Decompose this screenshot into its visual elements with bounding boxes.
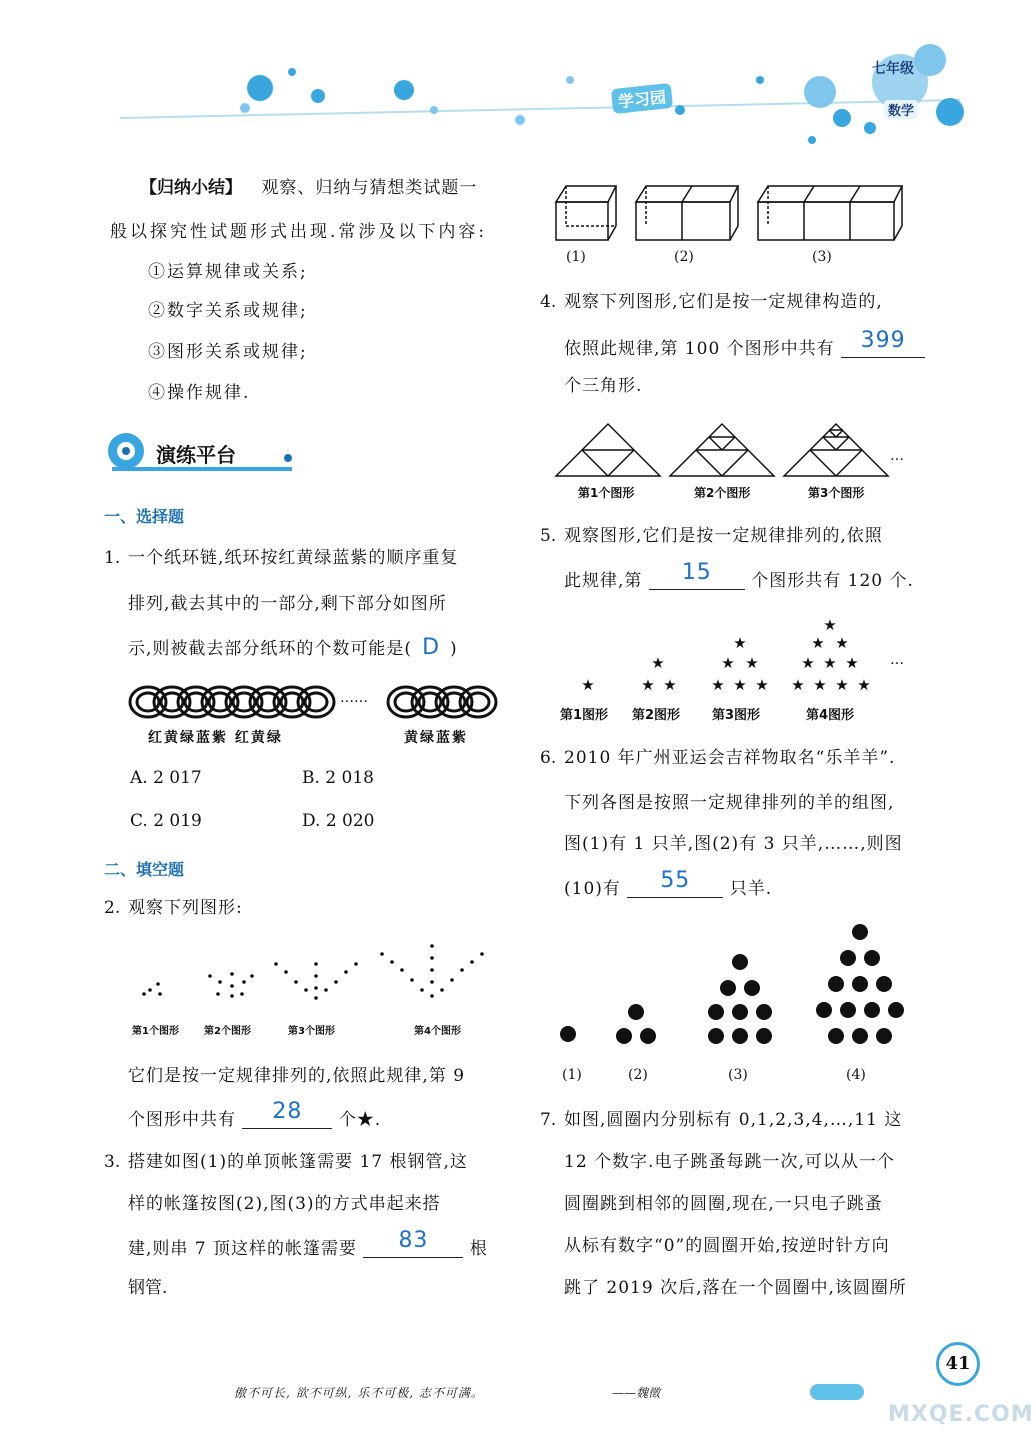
q1-chain-dots: …… (340, 690, 368, 706)
q1-line-3-end: ) (450, 639, 458, 659)
svg-text:★: ★ (813, 676, 827, 694)
q2-answer: 28 (272, 1099, 303, 1124)
q6-line-2: 下列各图是按照一定规律排列的羊的组图, (564, 793, 895, 813)
q5-line-1: 观察图形,它们是按一定规律排列的,依照 (564, 526, 883, 546)
summary-title: 【归纳小结】 (140, 178, 242, 198)
footer-author: ——魏徵 (612, 1386, 661, 1400)
q1-option-d: D. 2 020 (302, 811, 375, 831)
q4-line-3: 个三角形. (564, 376, 643, 396)
q6-fig-label-2: (2) (628, 1067, 648, 1083)
page-number: 41 (945, 1353, 971, 1374)
q2-fig-label-4: 第4个图形 (414, 1026, 461, 1037)
summary-item-3: ③图形关系或规律; (148, 342, 308, 362)
svg-text:★: ★ (745, 654, 759, 672)
svg-text:★: ★ (845, 654, 859, 672)
q1-option-a: A. 2 017 (130, 768, 202, 788)
q1-line-3 (128, 637, 458, 659)
q6-number: 6. (540, 748, 557, 768)
q6-line-3: 图(1)有 1 只羊,图(2)有 3 只羊,……,则图 (564, 834, 903, 854)
q2-line-1: 观察下列图形: (128, 898, 243, 918)
q5-fig-label-4: 第4图形 (806, 708, 855, 723)
q2-line-3-post: 个★. (338, 1110, 382, 1130)
q6-sheep-figures (550, 912, 930, 1062)
svg-text:★: ★ (835, 676, 849, 694)
q1-chain-left-label: 红黄绿蓝紫 红黄绿 (148, 730, 283, 746)
practice-header (104, 425, 294, 485)
banner-word: 学习园 (611, 83, 673, 114)
q6-line-4-post: 只羊. (729, 879, 773, 899)
section-choice-title: 一、选择题 (104, 507, 185, 526)
footer-quote: 傲不可长, 欲不可纵, 乐不可极, 志不可满。 (234, 1386, 484, 1400)
q5-fig-label-3: 第3图形 (712, 708, 761, 723)
header-banner (0, 0, 1000, 150)
q7-line-3: 圆圈跳到相邻的圆圈,现在,一只电子跳蚤 (564, 1194, 883, 1214)
svg-text:★: ★ (641, 676, 655, 694)
q2-line-2: 它们是按一定规律排列的,依照此规律,第 9 (128, 1066, 466, 1086)
q1-option-b: B. 2 018 (302, 768, 374, 788)
page-number-badge (936, 1342, 980, 1386)
q5-dots: … (890, 652, 904, 668)
q3-line-2: 样的帐篷按图(2),图(3)的方式串起来搭 (128, 1194, 441, 1214)
q4-number: 4. (540, 292, 557, 312)
q3-fig-label-3: (3) (812, 249, 832, 265)
svg-text:★: ★ (721, 654, 735, 672)
q4-fig-label-1: 第1个图形 (578, 486, 635, 500)
q4-line-2 (564, 328, 925, 359)
q5-star-figures (560, 612, 920, 692)
q6-fig-label-3: (3) (728, 1067, 748, 1083)
q3-line-3-pre: 建,则串 7 顶这样的帐篷需要 (128, 1239, 358, 1259)
svg-text:★: ★ (733, 676, 747, 694)
svg-text:★: ★ (581, 676, 595, 694)
section-fill-title: 二、填空题 (104, 860, 185, 879)
svg-text:★: ★ (651, 654, 665, 672)
q2-line-3-pre: 个图形中共有 (128, 1110, 236, 1130)
q4-line-1: 观察下列图形,它们是按一定规律构造的, (564, 292, 883, 312)
q1-chain-right-label: 黄绿蓝紫 (404, 730, 468, 746)
q2-line-3 (128, 1099, 382, 1130)
q3-tent-figures (554, 180, 954, 250)
q2-answer-blank (242, 1099, 332, 1129)
q4-triangle-figures (554, 420, 934, 480)
summary-item-2: ②数字关系或规律; (148, 301, 308, 321)
svg-text:★: ★ (823, 654, 837, 672)
summary-line-1 (140, 180, 477, 197)
q6-answer: 55 (660, 868, 691, 893)
q1-number: 1. (104, 548, 121, 568)
q5-line-2-post: 个图形共有 120 个. (751, 571, 914, 591)
q3-line-4: 钢管. (128, 1278, 168, 1298)
q3-fig-label-1: (1) (566, 249, 586, 265)
q5-fig-label-1: 第1图形 (560, 708, 609, 723)
q5-number: 5. (540, 526, 557, 546)
q6-line-4 (564, 868, 773, 899)
svg-text:★: ★ (755, 676, 769, 694)
grade-badge: 七年级 (872, 61, 914, 77)
q4-fig-label-3: 第3个图形 (808, 486, 865, 500)
svg-text:★: ★ (801, 654, 815, 672)
q1-option-c: C. 2 019 (130, 811, 202, 831)
svg-text:★: ★ (791, 676, 805, 694)
q6-line-1: 2010 年广州亚运会吉祥物取名“乐羊羊”. (564, 748, 896, 768)
q7-line-5: 跳了 2019 次后,落在一个圆圈中,该圆圈所 (564, 1278, 907, 1298)
summary-item-4: ④操作规律. (148, 383, 251, 403)
svg-text:★: ★ (711, 676, 725, 694)
footer-leaf-icon (810, 1384, 864, 1400)
q2-fig-label-3: 第3个图形 (288, 1026, 335, 1037)
q1-line-2: 排列,截去其中的一部分,剩下部分如图所 (128, 594, 447, 614)
subject-badge: 数学 (884, 100, 918, 119)
svg-text:★: ★ (733, 634, 747, 652)
q6-fig-label-4: (4) (846, 1067, 866, 1083)
q5-line-2-pre: 此规律,第 (564, 571, 643, 591)
q5-answer-blank (649, 560, 745, 590)
svg-text:★: ★ (857, 676, 871, 694)
q2-dot-figures (120, 940, 500, 1020)
q5-fig-label-2: 第2图形 (632, 708, 681, 723)
summary-intro-2: 般以探究性试题形式出现.常涉及以下内容: (110, 222, 488, 242)
q3-fig-label-2: (2) (674, 249, 694, 265)
q7-line-1: 如图,圆圈内分别标有 0,1,2,3,4,…,11 这 (564, 1110, 903, 1130)
q4-dots: … (890, 448, 904, 464)
q2-fig-label-2: 第2个图形 (204, 1026, 251, 1037)
summary-item-1: ①运算规律或关系; (148, 262, 308, 282)
practice-title: 演练平台 (156, 443, 236, 467)
q3-number: 3. (104, 1152, 121, 1172)
q1-answer: D (422, 635, 441, 660)
q3-answer-blank (363, 1228, 463, 1258)
bubble-decoration (0, 0, 1000, 150)
q6-line-4-pre: (10)有 (564, 879, 621, 899)
q7-line-4: 从标有数字“0”的圆圈开始,按逆时针方向 (564, 1236, 890, 1256)
watermark: MXQE.COM (888, 1402, 1034, 1427)
q7-number: 7. (540, 1110, 557, 1130)
q4-answer: 399 (860, 328, 906, 353)
q4-line-2-pre: 依照此规律,第 100 个图形中共有 (564, 339, 835, 359)
q1-line-1: 一个纸环链,纸环按红黄绿蓝紫的顺序重复 (128, 548, 459, 568)
q3-answer: 83 (398, 1228, 429, 1253)
summary-intro-1: 观察、归纳与猜想类试题一 (261, 178, 478, 198)
q7-line-2: 12 个数字.电子跳蚤每跳一次,可以从一个 (564, 1152, 895, 1172)
q3-line-3 (128, 1228, 488, 1259)
q2-number: 2. (104, 898, 121, 918)
q4-answer-blank (841, 328, 925, 358)
q2-fig-label-1: 第1个图形 (132, 1026, 179, 1037)
svg-text:★: ★ (663, 676, 677, 694)
q5-answer: 15 (681, 560, 712, 585)
svg-text:★: ★ (811, 634, 825, 652)
q4-fig-label-2: 第2个图形 (694, 486, 751, 500)
q5-line-2 (564, 560, 914, 591)
q3-line-1: 搭建如图(1)的单顶帐篷需要 17 根钢管,这 (128, 1152, 468, 1172)
q6-fig-label-1: (1) (562, 1067, 582, 1083)
svg-text:★: ★ (823, 616, 837, 634)
q6-answer-blank (627, 868, 723, 898)
svg-text:★: ★ (835, 634, 849, 652)
q1-line-3-text: 示,则被截去部分纸环的个数可能是( (128, 639, 413, 659)
q3-line-3-post: 根 (469, 1239, 488, 1259)
